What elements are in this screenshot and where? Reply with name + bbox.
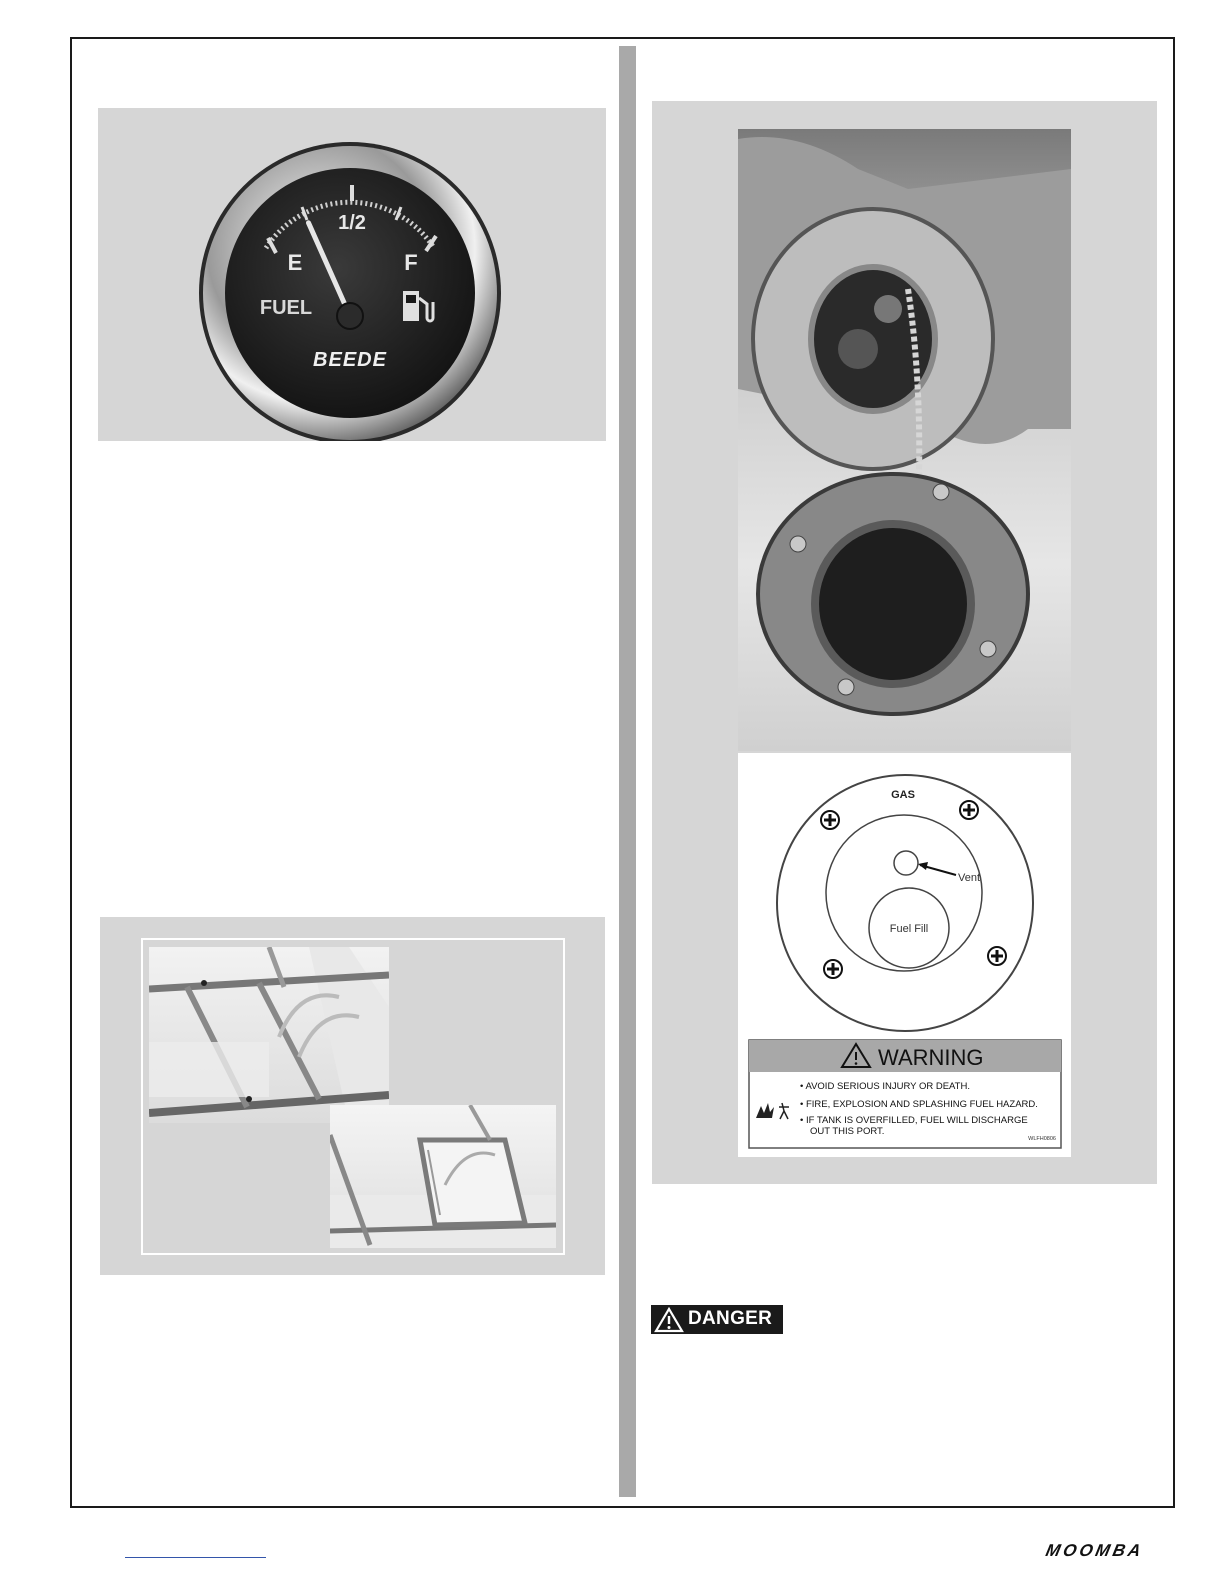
gauge-full-label: F [404, 250, 418, 275]
fuel-fill-photo [738, 129, 1071, 751]
screw-icon [960, 801, 978, 819]
vent-label: Vent [958, 872, 981, 884]
warning-line-1: • AVOID SERIOUS INJURY OR DEATH. [800, 1081, 970, 1092]
warning-title: WARNING [878, 1045, 984, 1070]
warning-triangle-icon [654, 1307, 684, 1333]
danger-label: DANGER [688, 1308, 773, 1329]
gauge-needle-hub [337, 303, 363, 329]
screw-icon [988, 947, 1006, 965]
fuel-gauge-figure [98, 108, 606, 441]
danger-badge [651, 1305, 783, 1334]
gauge-face [225, 168, 475, 418]
windshield-closed-photo [149, 947, 389, 1123]
fuel-fill-label: Fuel Fill [889, 923, 929, 935]
gauge-empty-label: E [287, 250, 303, 275]
screw-icon [824, 960, 842, 978]
windshield-open-photo [330, 1105, 556, 1248]
fuel-fill-diagram [738, 753, 1071, 1157]
brand-logo: MOOMBA [1044, 1541, 1146, 1560]
warning-line-3: • IF TANK IS OVERFILLED, FUEL WILL DISCHARGE [800, 1115, 1028, 1126]
footer-link-underline[interactable] [125, 1557, 266, 1558]
screw-icon [821, 811, 839, 829]
gauge-fuel-label: FUEL [259, 297, 313, 319]
warning-line-4: OUT THIS PORT. [810, 1126, 885, 1137]
column-divider [619, 46, 636, 1497]
warning-label-code: WLFH0806 [1028, 1136, 1056, 1142]
cap-gas-label: GAS [891, 789, 915, 801]
vent-hole [894, 851, 918, 875]
warning-line-2: • FIRE, EXPLOSION AND SPLASHING FUEL HAZARD. [800, 1099, 1038, 1110]
fuel-gauge-image [98, 108, 606, 441]
gauge-half-label: 1/2 [338, 212, 366, 234]
gauge-brand-label: BEEDE [313, 349, 387, 371]
